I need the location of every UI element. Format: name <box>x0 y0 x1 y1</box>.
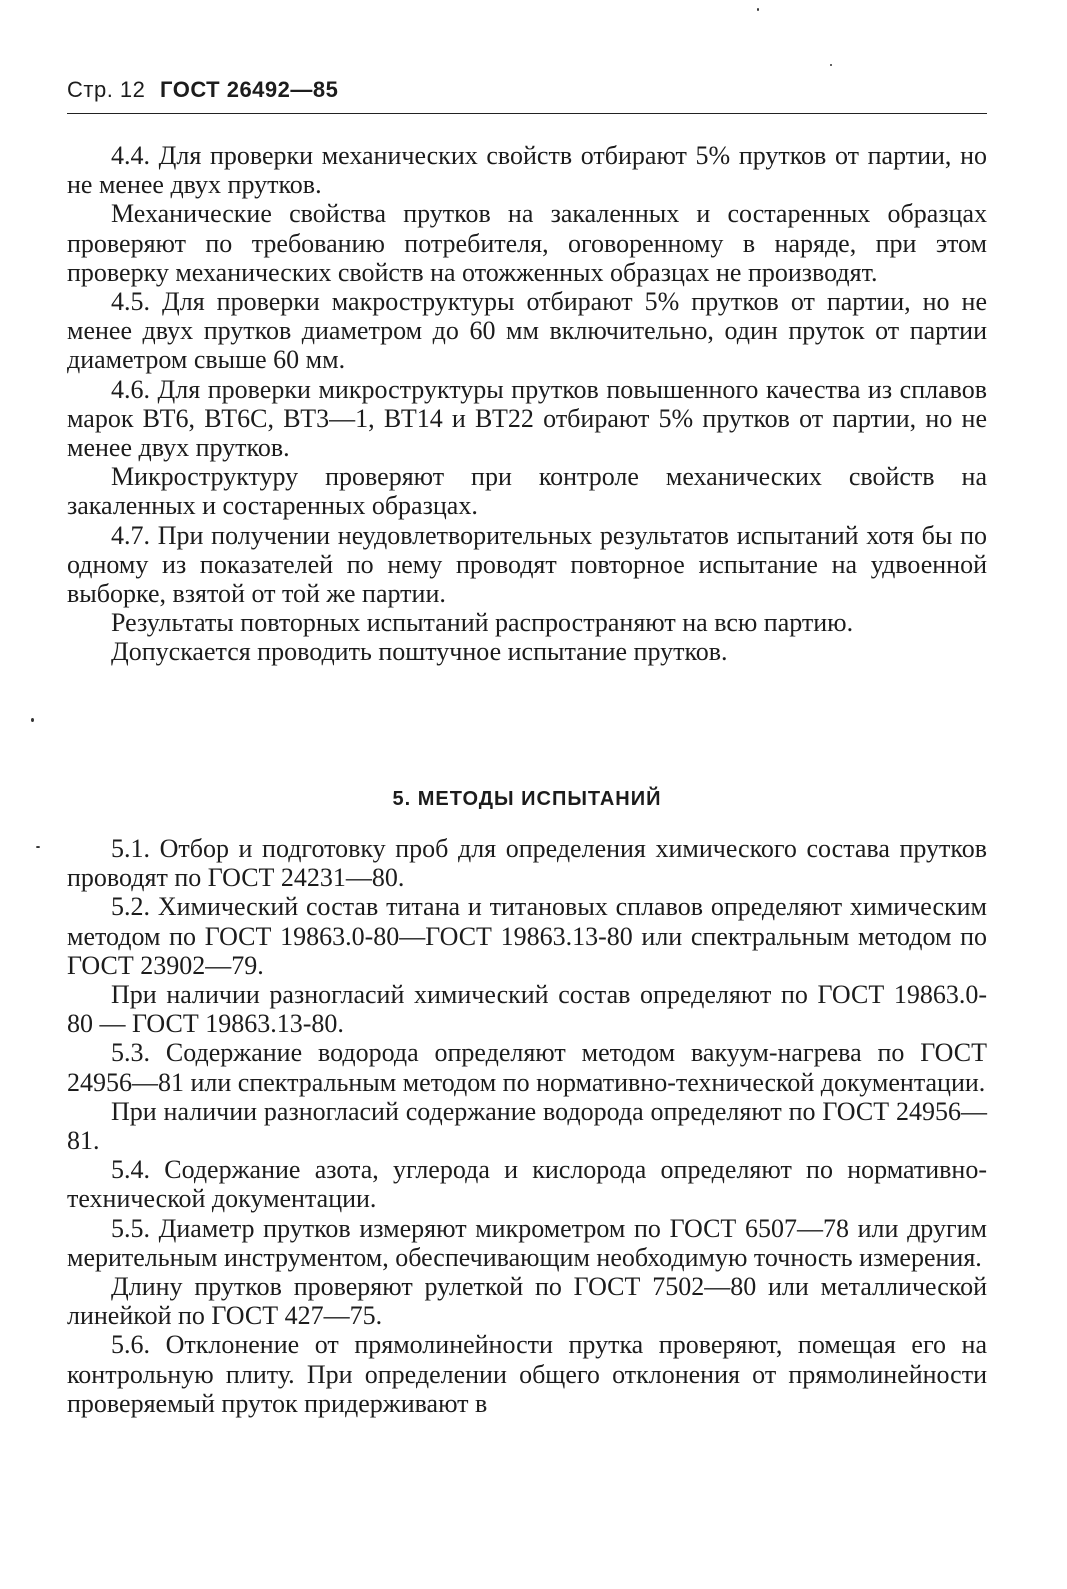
paragraph: Результаты повторных испытаний распространяют на всю партию. <box>111 608 854 638</box>
page-number: Стр. 12 <box>67 77 146 102</box>
section-5-text <box>67 834 987 1418</box>
paragraph: 5.5. Диаметр прутков измеряют микрометром по ГОСТ 6507—78 или другим мерительным инструментом, обеспечивающим необходимую точность измерения. <box>67 1213 987 1272</box>
paragraph: 5.6. Отклонение от прямолинейности прутка проверяют, помещая его на контрольную плиту. При определении общего отклонения от прямолинейности проверяемый пруток придерживают в <box>67 1330 987 1418</box>
paragraph: Механические свойства прутков на закаленных и состаренных образцах проверяют по требованию потребителя, оговоренному в наряде, при этом проверку механических свойств на отожженных образцах не производят. <box>67 199 987 287</box>
section-5-heading: 5. МЕТОДЫ ИСПЫТАНИЙ <box>392 788 662 810</box>
scan-speck <box>757 8 759 11</box>
paragraph: 5.4. Содержание азота, углерода и кислорода определяют по нормативно-технической документации. <box>67 1155 987 1214</box>
scan-speck <box>830 64 832 66</box>
paragraph: 4.4. Для проверки механических свойств отбирают 5% прутков от партии, но не менее двух прутков. <box>67 141 987 200</box>
paragraph: При наличии разногласий содержание водорода определяют по ГОСТ 24956—81. <box>67 1096 987 1156</box>
header-rule <box>67 113 987 114</box>
paragraph: Микроструктуру проверяют при контроле механических свойств на закаленных и состаренных образцах. <box>67 462 987 521</box>
paragraph: 5.2. Химический состав титана и титановых сплавов определяют химическим методом по ГОСТ 19863.0-80—ГОСТ 19863.13-80 или спектральным методом по ГОСТ 23902—79. <box>67 892 987 980</box>
paragraph: Допускается проводить поштучное испытание прутков. <box>111 637 728 667</box>
scan-speck <box>36 846 40 848</box>
section-4-text <box>67 141 987 667</box>
paragraph: Длину прутков проверяют рулеткой по ГОСТ 7502—80 или металлической линейкой по ГОСТ 427—75. <box>67 1272 987 1331</box>
standard-number: ГОСТ 26492—85 <box>160 77 339 102</box>
page-header <box>67 76 987 104</box>
paragraph: 5.3. Содержание водорода определяют методом вакуум-нагрева по ГОСТ 24956—81 или спектральным методом по нормативно-технической документации. <box>67 1038 987 1097</box>
paragraph: При наличии разногласий химический состав определяют по ГОСТ 19863.0-80 — ГОСТ 19863.13-80. <box>67 980 987 1039</box>
paragraph: 4.6. Для проверки микроструктуры прутков повышенного качества из сплавов марок ВТ6, ВТ6С, ВТ3—1, ВТ14 и ВТ22 отбирают 5% прутков от партии, но не менее двух прутков. <box>67 374 987 463</box>
paragraph: 5.1. Отбор и подготовку проб для определения химического состава прутков проводят по ГОСТ 24231—80. <box>67 834 987 893</box>
paragraph: 4.5. Для проверки макроструктуры отбирают 5% прутков от партии, но не менее двух прутков диаметром до 60 мм включительно, один пруток от партии диаметром свыше 60 мм. <box>67 287 987 375</box>
paragraph: 4.7. При получении неудовлетворительных результатов испытаний хотя бы по одному из показателей по нему проводят повторное испытание на удвоенной выборке, взятой от той же партии. <box>67 520 987 609</box>
scan-speck <box>31 718 34 722</box>
